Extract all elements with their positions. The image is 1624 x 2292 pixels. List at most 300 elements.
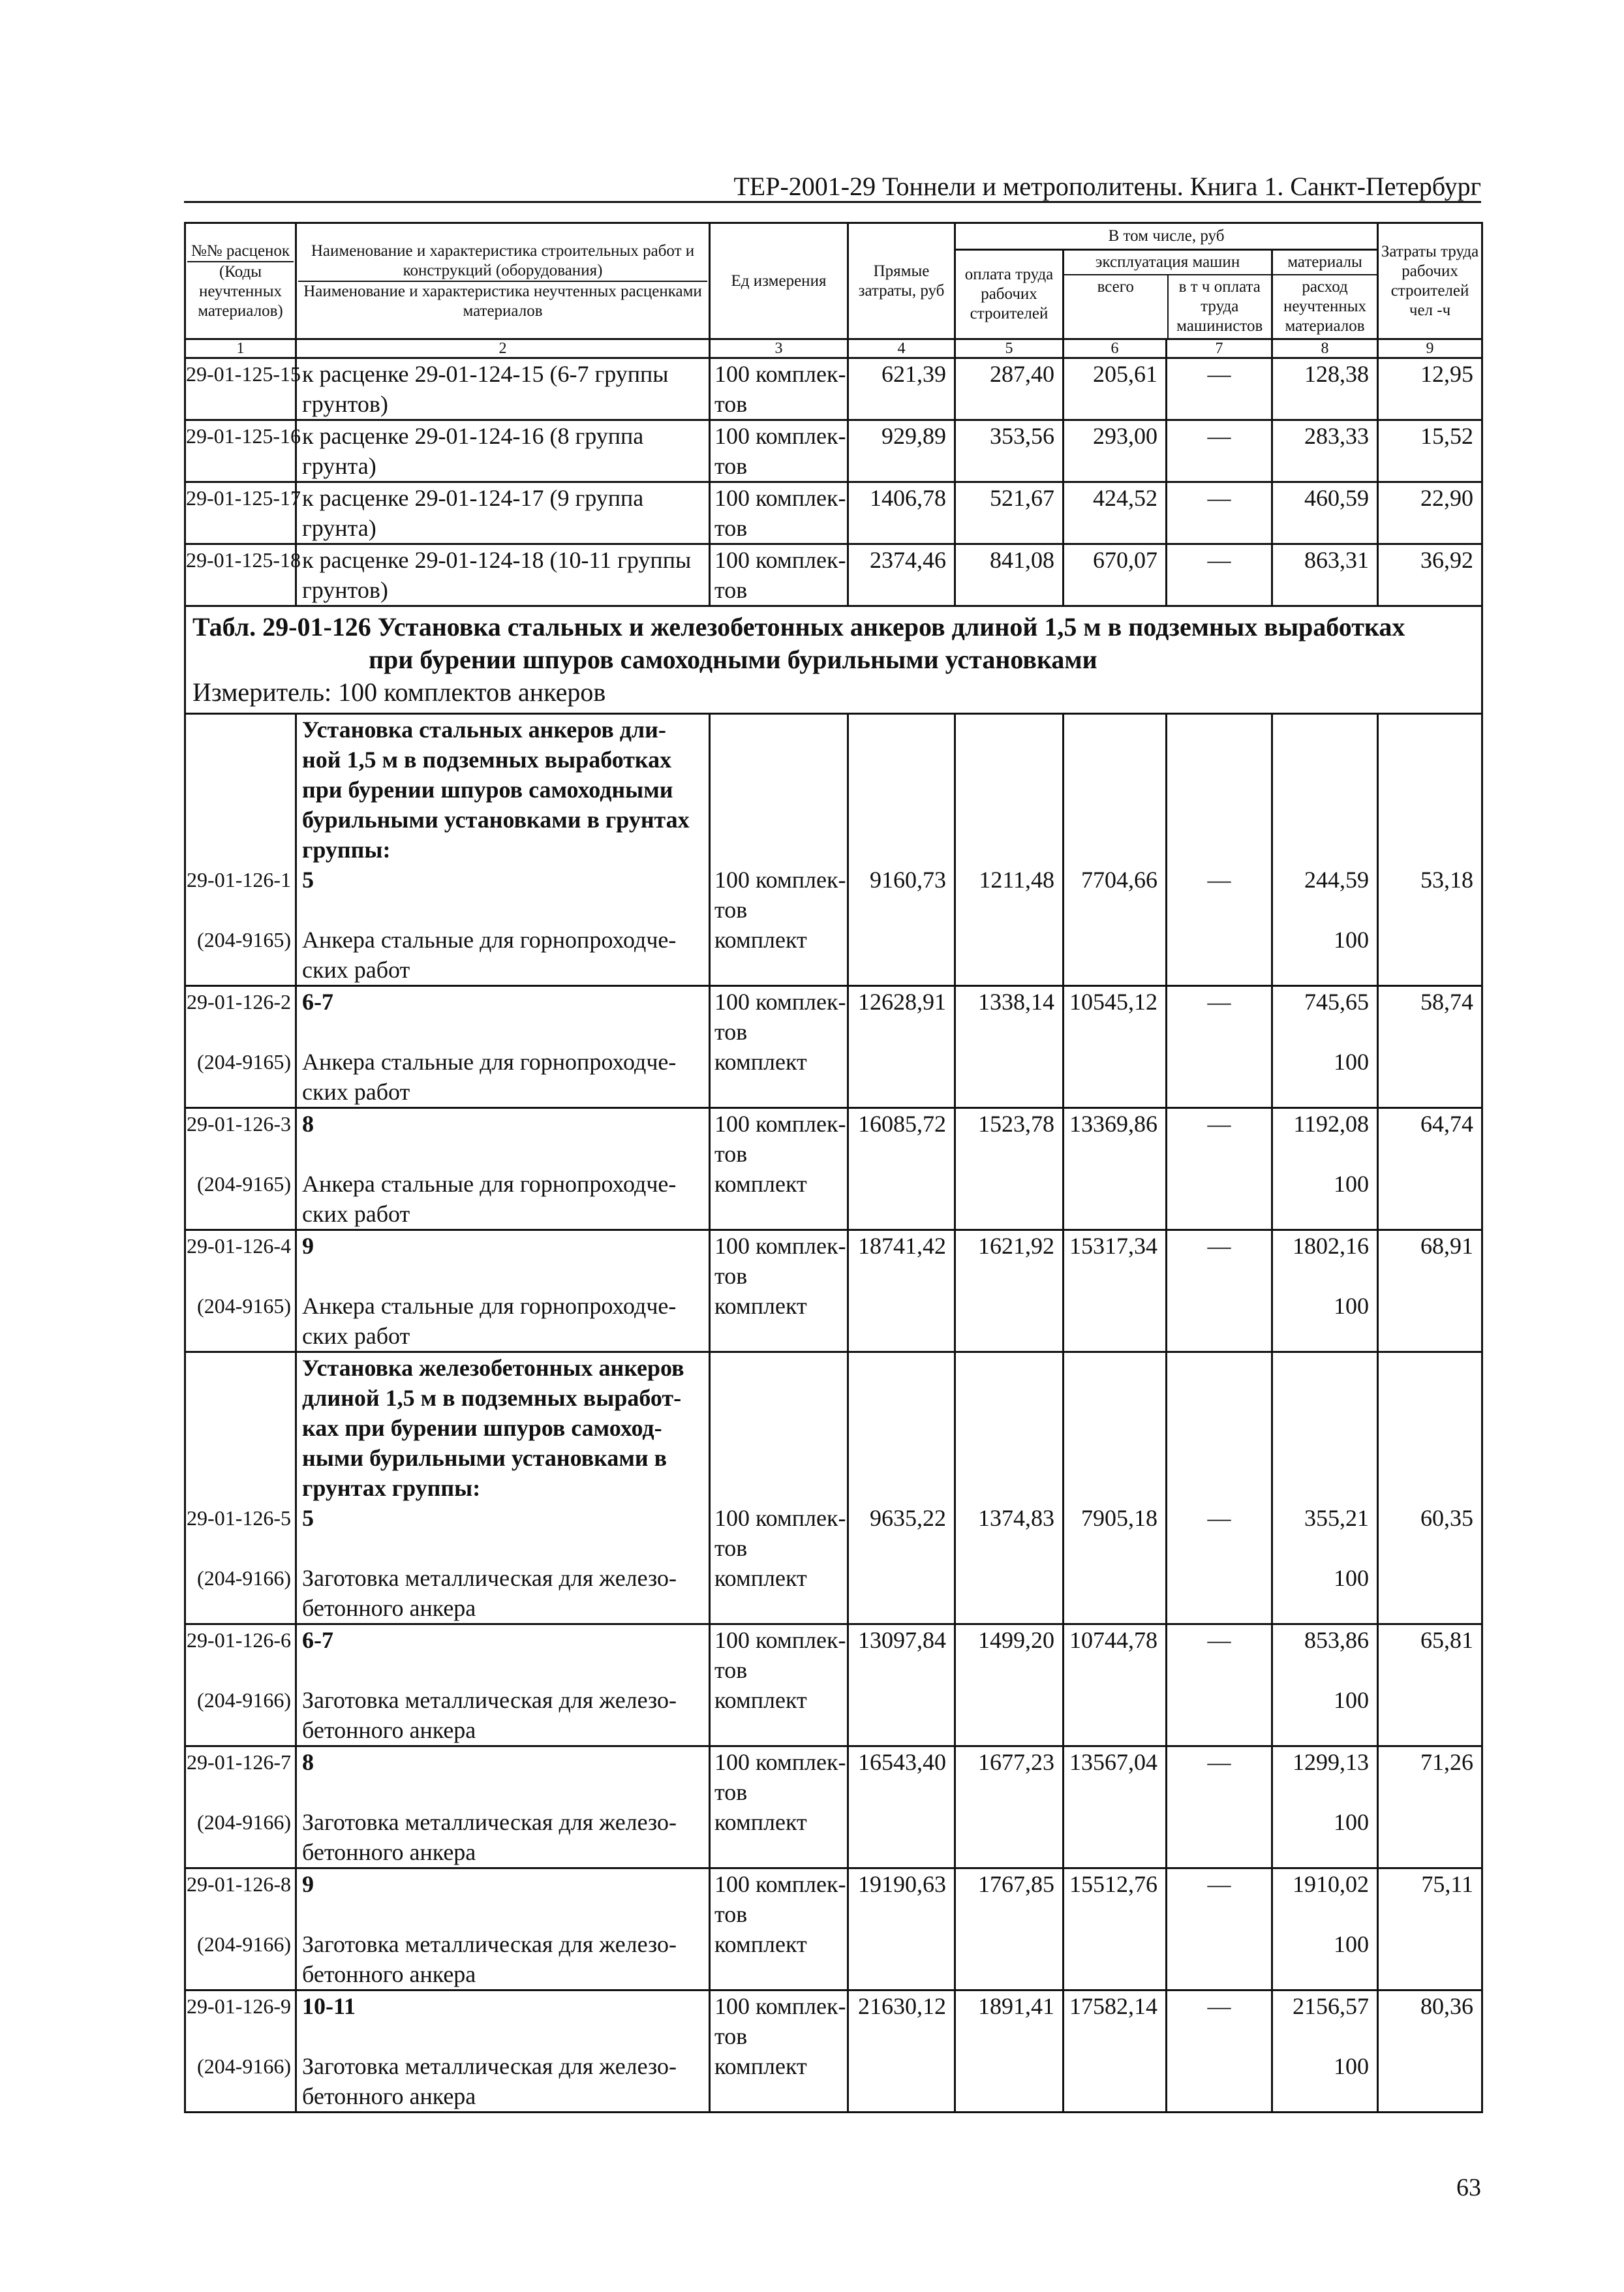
materials-cost: 128,38 bbox=[1272, 358, 1378, 420]
machines-cost: 205,61 bbox=[1064, 358, 1167, 420]
rate-code: 29-01-126-9 bbox=[187, 1994, 291, 2018]
labor-cost: 1211,48 bbox=[979, 867, 1054, 893]
spacer bbox=[1273, 1473, 1369, 1503]
column-number: 3 bbox=[710, 339, 848, 358]
spacer bbox=[186, 1655, 291, 1685]
work-name-cell bbox=[296, 1868, 710, 1990]
material-code: (204-9165) bbox=[197, 1172, 291, 1196]
unit-cell bbox=[710, 714, 848, 986]
work-name bbox=[296, 482, 710, 544]
work-name-cell bbox=[296, 1352, 710, 1624]
material-unit: комплект bbox=[714, 1049, 807, 1075]
spacer bbox=[714, 1473, 847, 1503]
labor-cost: 353,56 bbox=[955, 420, 1064, 482]
spacer bbox=[1273, 775, 1369, 805]
work-name: 8 bbox=[302, 1111, 314, 1137]
table-row bbox=[185, 1746, 1482, 1868]
spacer bbox=[1379, 1413, 1473, 1443]
header-col8: расход неучтенных материалов bbox=[1283, 278, 1367, 335]
unit-cell bbox=[710, 1108, 848, 1230]
spacer bbox=[1167, 745, 1271, 775]
direct-cost: 13097,84 bbox=[858, 1627, 946, 1653]
material-quantity: 100 bbox=[1334, 1293, 1370, 1319]
rate-code: 29-01-126-6 bbox=[187, 1628, 291, 1652]
spacer bbox=[1064, 1473, 1157, 1503]
header-col9: Затраты труда рабочих строителей чел -ч bbox=[1378, 223, 1482, 339]
spacer bbox=[1273, 895, 1369, 925]
header-col5: оплата труда рабочих строителей bbox=[955, 250, 1064, 339]
labor-hours: 36,92 bbox=[1378, 544, 1482, 606]
material-name-line: Анкера стальные для горнопроходче- bbox=[302, 1293, 677, 1319]
rate-code: 29-01-126-4 bbox=[187, 1234, 291, 1258]
work-name: 8 bbox=[302, 1749, 314, 1775]
operators-cost: — bbox=[1207, 1233, 1231, 1259]
spacer bbox=[956, 1443, 1054, 1473]
unit-cell bbox=[710, 1868, 848, 1990]
direct-cost: 2374,46 bbox=[848, 544, 955, 606]
unit-line: 100 комплек- bbox=[714, 1233, 846, 1259]
group-heading-line: ной 1,5 м в подземных выработках bbox=[302, 747, 672, 773]
labor-hours-cell bbox=[1378, 1624, 1482, 1746]
document-title: ТЕР-2001-29 Тоннели и метрополитены. Книга 1. Санкт-Петербург bbox=[733, 172, 1481, 201]
spacer bbox=[956, 1353, 1054, 1383]
spacer bbox=[1064, 715, 1157, 745]
section-meter: Измеритель: 100 комплектов анкеров bbox=[192, 677, 606, 707]
material-unit: комплект bbox=[714, 1931, 807, 1957]
spacer bbox=[186, 1473, 291, 1503]
material-quantity: 100 bbox=[1334, 1809, 1370, 1835]
unit bbox=[710, 544, 848, 606]
work-name: 5 bbox=[302, 867, 314, 893]
rate-code: 29-01-126-3 bbox=[187, 1112, 291, 1136]
spacer bbox=[1273, 1443, 1369, 1473]
material-name-line: бетонного анкера bbox=[302, 1595, 476, 1621]
spacer bbox=[302, 1017, 706, 1047]
material-code: (204-9165) bbox=[197, 1294, 291, 1318]
header-materials-label: материалы bbox=[1273, 251, 1377, 275]
rate-code-cell bbox=[185, 1868, 296, 1990]
machines-cost-cell bbox=[1064, 1230, 1167, 1352]
spacer bbox=[1379, 1443, 1473, 1473]
spacer bbox=[186, 1139, 291, 1169]
spacer bbox=[849, 1413, 946, 1443]
labor-cost: 1523,78 bbox=[978, 1111, 1054, 1137]
work-name-cell bbox=[296, 1990, 710, 2113]
spacer bbox=[186, 1959, 291, 1989]
machines-cost: 10744,78 bbox=[1069, 1627, 1157, 1653]
unit-line: 100 комплек- bbox=[714, 989, 846, 1015]
unit-line: 100 комплек- bbox=[714, 1993, 846, 2019]
spacer bbox=[1273, 745, 1369, 775]
spacer bbox=[956, 1413, 1054, 1443]
direct-cost: 16085,72 bbox=[858, 1111, 946, 1137]
spacer bbox=[956, 775, 1054, 805]
labor-cost-cell bbox=[955, 1108, 1064, 1230]
material-name-line: ских работ bbox=[302, 957, 410, 983]
unit-line: тов bbox=[714, 577, 748, 603]
direct-cost-cell bbox=[848, 1990, 955, 2113]
machines-cost: 10545,12 bbox=[1069, 989, 1157, 1015]
spacer bbox=[1273, 1383, 1369, 1413]
labor-hours-cell bbox=[1378, 1746, 1482, 1868]
group-heading-line: группы: bbox=[302, 837, 391, 863]
spacer bbox=[1273, 1655, 1369, 1685]
spacer bbox=[714, 1413, 847, 1443]
group-heading-line: при бурении шпуров самоходными bbox=[302, 777, 673, 803]
table-header-row bbox=[185, 223, 1482, 250]
spacer bbox=[1273, 715, 1369, 745]
spacer bbox=[849, 1383, 946, 1413]
operators-cost-cell bbox=[1167, 1990, 1272, 2113]
direct-cost: 12628,91 bbox=[858, 989, 946, 1015]
group-heading-line: Установка железобетонных анкеров bbox=[302, 1355, 684, 1381]
spacer bbox=[1064, 1413, 1157, 1443]
unit-line: тов bbox=[714, 1141, 748, 1167]
direct-cost-cell bbox=[848, 986, 955, 1108]
labor-cost: 1891,41 bbox=[978, 1993, 1054, 2019]
spacer bbox=[302, 1261, 706, 1291]
material-name-line: бетонного анкера bbox=[302, 2083, 476, 2109]
rate-code: 29-01-126-7 bbox=[187, 1750, 291, 1774]
direct-cost: 621,39 bbox=[848, 358, 955, 420]
direct-cost: 16543,40 bbox=[858, 1749, 946, 1775]
table-row bbox=[185, 1990, 1482, 2113]
materials-cost-cell bbox=[1272, 986, 1378, 1108]
unit-cell bbox=[710, 1624, 848, 1746]
operators-cost: — bbox=[1167, 544, 1272, 606]
column-number: 9 bbox=[1378, 339, 1482, 358]
spacer bbox=[186, 1837, 291, 1867]
header-col3: Ед измерения bbox=[710, 223, 848, 339]
spacer bbox=[302, 2021, 706, 2051]
material-name-line: Анкера стальные для горнопроходче- bbox=[302, 1171, 677, 1197]
column-number: 1 bbox=[185, 339, 296, 358]
spacer bbox=[302, 1533, 706, 1563]
work-name: 6-7 bbox=[302, 1627, 333, 1653]
material-quantity: 100 bbox=[1334, 2053, 1370, 2079]
work-name-cell bbox=[296, 714, 710, 986]
machines-cost-cell bbox=[1064, 1868, 1167, 1990]
spacer bbox=[1064, 805, 1157, 835]
material-name-line: Заготовка металлическая для железо- bbox=[302, 1687, 677, 1713]
spacer bbox=[186, 1261, 291, 1291]
header-rule bbox=[184, 201, 1481, 203]
spacer bbox=[1273, 1017, 1369, 1047]
rate-code: 29-01-126-8 bbox=[187, 1872, 291, 1896]
table-row bbox=[185, 1352, 1482, 1624]
material-code: (204-9166) bbox=[197, 2054, 291, 2078]
work-name-cell bbox=[296, 1108, 710, 1230]
work-name-line: к расценке 29-01-124-18 (10-11 группы bbox=[302, 547, 692, 573]
spacer bbox=[1167, 775, 1271, 805]
labor-hours-cell bbox=[1378, 1352, 1482, 1624]
labor-hours-cell bbox=[1378, 1990, 1482, 2113]
operators-cost-cell bbox=[1167, 1746, 1272, 1868]
work-name bbox=[296, 544, 710, 606]
machines-cost: 13369,86 bbox=[1069, 1111, 1157, 1137]
spacer bbox=[186, 1899, 291, 1929]
spacer bbox=[186, 955, 291, 985]
spacer bbox=[1064, 835, 1157, 865]
machines-cost-cell bbox=[1064, 714, 1167, 986]
material-quantity: 100 bbox=[1334, 1687, 1370, 1713]
rate-code-cell bbox=[185, 714, 296, 986]
operators-cost: — bbox=[1207, 1627, 1231, 1653]
spacer bbox=[714, 745, 847, 775]
materials-cost: 853,86 bbox=[1304, 1627, 1370, 1653]
machines-cost: 15317,34 bbox=[1069, 1233, 1157, 1259]
material-name-line: бетонного анкера bbox=[302, 1839, 476, 1865]
materials-cost-cell bbox=[1272, 1352, 1378, 1624]
material-code: (204-9166) bbox=[197, 1932, 291, 1956]
work-name bbox=[296, 420, 710, 482]
header-machines-label: эксплуатация машин bbox=[1064, 251, 1271, 275]
materials-cost: 460,59 bbox=[1272, 482, 1378, 544]
unit bbox=[710, 482, 848, 544]
spacer bbox=[714, 775, 847, 805]
direct-cost-cell bbox=[848, 1108, 955, 1230]
spacer bbox=[956, 1383, 1054, 1413]
material-unit: комплект bbox=[714, 1171, 807, 1197]
unit-line: тов bbox=[714, 1779, 748, 1805]
materials-cost: 1299,13 bbox=[1293, 1749, 1370, 1775]
labor-cost-cell bbox=[955, 1624, 1064, 1746]
spacer bbox=[1064, 1383, 1157, 1413]
unit-line: 100 комплек- bbox=[714, 485, 846, 511]
spacer bbox=[1379, 715, 1473, 745]
material-quantity: 100 bbox=[1334, 1565, 1370, 1591]
labor-cost: 1499,20 bbox=[978, 1627, 1054, 1653]
page-number: 63 bbox=[1456, 2174, 1481, 2201]
material-unit: комплект bbox=[714, 1565, 807, 1591]
labor-hours: 15,52 bbox=[1378, 420, 1482, 482]
spacer bbox=[1379, 775, 1473, 805]
work-name-line: к расценке 29-01-124-17 (9 группа bbox=[302, 485, 644, 511]
spacer bbox=[186, 1321, 291, 1351]
material-code: (204-9166) bbox=[197, 1688, 291, 1712]
spacer bbox=[1064, 1353, 1157, 1383]
header-col2-top: Наименование и характеристика строительных работ и конструкций (оборудования) bbox=[298, 241, 707, 282]
spacer bbox=[186, 895, 291, 925]
material-unit: комплект bbox=[714, 927, 807, 953]
material-name-line: Анкера стальные для горнопроходче- bbox=[302, 1049, 677, 1075]
unit-line: тов bbox=[714, 2023, 748, 2049]
spacer bbox=[186, 1413, 291, 1443]
materials-cost: 283,33 bbox=[1272, 420, 1378, 482]
materials-cost: 863,31 bbox=[1272, 544, 1378, 606]
machines-cost-cell bbox=[1064, 1352, 1167, 1624]
machines-cost-cell bbox=[1064, 986, 1167, 1108]
machines-cost: 424,52 bbox=[1064, 482, 1167, 544]
unit bbox=[710, 358, 848, 420]
spacer bbox=[1167, 1413, 1271, 1443]
group-heading-line: грунтах группы: bbox=[302, 1475, 481, 1501]
materials-cost-cell bbox=[1272, 1108, 1378, 1230]
spacer bbox=[186, 1443, 291, 1473]
labor-hours: 12,95 bbox=[1378, 358, 1482, 420]
material-name-line: ских работ bbox=[302, 1079, 410, 1105]
material-name-line: ских работ bbox=[302, 1201, 410, 1227]
unit-line: тов bbox=[714, 391, 748, 417]
spacer bbox=[1379, 1353, 1473, 1383]
column-number: 8 bbox=[1272, 339, 1378, 358]
spacer bbox=[186, 2081, 291, 2111]
machines-cost: 293,00 bbox=[1064, 420, 1167, 482]
materials-cost: 1802,16 bbox=[1293, 1233, 1370, 1259]
header-group: В том числе, руб bbox=[955, 223, 1378, 250]
material-code: (204-9165) bbox=[197, 928, 291, 952]
work-name-cell bbox=[296, 1624, 710, 1746]
spacer bbox=[1167, 1383, 1271, 1413]
operators-cost: — bbox=[1167, 420, 1272, 482]
unit-line: тов bbox=[714, 1901, 748, 1927]
material-name-line: бетонного анкера bbox=[302, 1961, 476, 1987]
table-row bbox=[185, 482, 1482, 544]
labor-hours: 65,81 bbox=[1420, 1627, 1474, 1653]
section-title-line2: при бурении шпуров самоходными бурильными установками bbox=[369, 645, 1097, 674]
material-quantity: 100 bbox=[1334, 1171, 1370, 1197]
spacer bbox=[1273, 1899, 1369, 1929]
unit-line: 100 комплек- bbox=[714, 547, 846, 573]
material-unit: комплект bbox=[714, 2053, 807, 2079]
column-number: 5 bbox=[955, 339, 1064, 358]
labor-hours-cell bbox=[1378, 1868, 1482, 1990]
unit-line: 100 комплек- bbox=[714, 423, 846, 449]
material-name-line: Анкера стальные для горнопроходче- bbox=[302, 927, 677, 953]
spacer bbox=[1273, 1353, 1369, 1383]
materials-cost-cell bbox=[1272, 714, 1378, 986]
machines-cost-cell bbox=[1064, 1990, 1167, 2113]
rate-code: 29-01-125-17 bbox=[185, 482, 296, 544]
unit-line: 100 комплек- bbox=[714, 1871, 846, 1897]
operators-cost-cell bbox=[1167, 1108, 1272, 1230]
operators-cost-cell bbox=[1167, 1624, 1272, 1746]
spacer bbox=[1273, 1413, 1369, 1443]
materials-cost-cell bbox=[1272, 1868, 1378, 1990]
table-row bbox=[185, 1108, 1482, 1230]
header-col2-bottom: Наименование и характеристика неучтенных расценками материалов bbox=[303, 282, 702, 320]
spacer bbox=[302, 1139, 706, 1169]
labor-cost: 287,40 bbox=[955, 358, 1064, 420]
unit-cell bbox=[710, 1990, 848, 2113]
spacer bbox=[1273, 1261, 1369, 1291]
material-name-line: ских работ bbox=[302, 1323, 410, 1349]
spacer bbox=[302, 895, 706, 925]
materials-cost: 355,21 bbox=[1304, 1505, 1370, 1531]
header-col1-top: №№ расценок bbox=[187, 241, 294, 262]
header-materials bbox=[1272, 250, 1378, 339]
material-name-line: Заготовка металлическая для железо- bbox=[302, 2053, 677, 2079]
spacer bbox=[186, 1353, 291, 1383]
labor-hours-cell bbox=[1378, 714, 1482, 986]
materials-cost: 244,59 bbox=[1304, 867, 1370, 893]
spacer bbox=[1273, 1533, 1369, 1563]
work-name-line: к расценке 29-01-124-15 (6-7 группы bbox=[302, 361, 669, 387]
header-col2 bbox=[296, 223, 710, 339]
materials-cost-cell bbox=[1272, 1990, 1378, 2113]
spacer bbox=[1167, 715, 1271, 745]
spacer bbox=[849, 1473, 946, 1503]
rate-code-cell bbox=[185, 1108, 296, 1230]
operators-cost: — bbox=[1207, 1871, 1231, 1897]
spacer bbox=[714, 1353, 847, 1383]
material-code: (204-9166) bbox=[197, 1566, 291, 1590]
spacer bbox=[849, 745, 946, 775]
section-title-row bbox=[185, 606, 1482, 714]
header-col1-bottom: (Коды неучтенных материалов) bbox=[198, 262, 283, 320]
materials-cost: 1910,02 bbox=[1293, 1871, 1370, 1897]
material-unit: комплект bbox=[714, 1809, 807, 1835]
spacer bbox=[302, 1655, 706, 1685]
operators-cost: — bbox=[1167, 482, 1272, 544]
materials-cost-cell bbox=[1272, 1230, 1378, 1352]
labor-hours: 58,74 bbox=[1420, 989, 1474, 1015]
header-col1 bbox=[185, 223, 296, 339]
work-name-line: грунта) bbox=[302, 453, 376, 479]
material-quantity: 100 bbox=[1334, 1049, 1370, 1075]
group-heading-line: ках при бурении шпуров самоход- bbox=[302, 1415, 662, 1441]
spacer bbox=[1273, 805, 1369, 835]
table-row bbox=[185, 358, 1482, 420]
unit-line: тов bbox=[714, 1263, 748, 1289]
table-row bbox=[185, 420, 1482, 482]
operators-cost: — bbox=[1207, 867, 1231, 893]
unit-cell bbox=[710, 986, 848, 1108]
spacer bbox=[1379, 805, 1473, 835]
labor-hours: 75,11 bbox=[1421, 1871, 1474, 1897]
work-name-line: грунта) bbox=[302, 515, 376, 541]
direct-cost-cell bbox=[848, 1868, 955, 1990]
spacer bbox=[1273, 2021, 1369, 2051]
header-col6: всего bbox=[1064, 275, 1169, 338]
unit-cell bbox=[710, 1230, 848, 1352]
section-title bbox=[185, 606, 1482, 714]
column-number: 6 bbox=[1064, 339, 1167, 358]
work-name bbox=[296, 358, 710, 420]
column-number: 4 bbox=[848, 339, 955, 358]
materials-cost-cell bbox=[1272, 1624, 1378, 1746]
work-name: 5 bbox=[302, 1505, 314, 1531]
rate-code: 29-01-126-1 bbox=[187, 868, 291, 891]
unit-cell bbox=[710, 1352, 848, 1624]
machines-cost-cell bbox=[1064, 1624, 1167, 1746]
labor-hours: 68,91 bbox=[1420, 1233, 1474, 1259]
spacer bbox=[186, 1533, 291, 1563]
labor-cost-cell bbox=[955, 986, 1064, 1108]
work-name-line: к расценке 29-01-124-16 (8 группа bbox=[302, 423, 644, 449]
unit-line: тов bbox=[714, 897, 748, 923]
machines-cost: 670,07 bbox=[1064, 544, 1167, 606]
labor-hours: 64,74 bbox=[1420, 1111, 1474, 1137]
operators-cost-cell bbox=[1167, 1230, 1272, 1352]
column-numbers-row bbox=[185, 339, 1482, 358]
labor-cost: 1767,85 bbox=[978, 1871, 1054, 1897]
rates-table bbox=[184, 222, 1483, 2113]
table-row bbox=[185, 544, 1482, 606]
spacer bbox=[1167, 1353, 1271, 1383]
spacer bbox=[186, 745, 291, 775]
direct-cost: 21630,12 bbox=[858, 1993, 946, 2019]
unit bbox=[710, 420, 848, 482]
table-row bbox=[185, 986, 1482, 1108]
labor-cost: 1374,83 bbox=[978, 1505, 1054, 1531]
spacer bbox=[714, 715, 847, 745]
machines-cost-cell bbox=[1064, 1108, 1167, 1230]
direct-cost: 9635,22 bbox=[870, 1505, 946, 1531]
spacer bbox=[714, 1383, 847, 1413]
materials-cost: 1192,08 bbox=[1293, 1111, 1370, 1137]
materials-cost-cell bbox=[1272, 1746, 1378, 1868]
